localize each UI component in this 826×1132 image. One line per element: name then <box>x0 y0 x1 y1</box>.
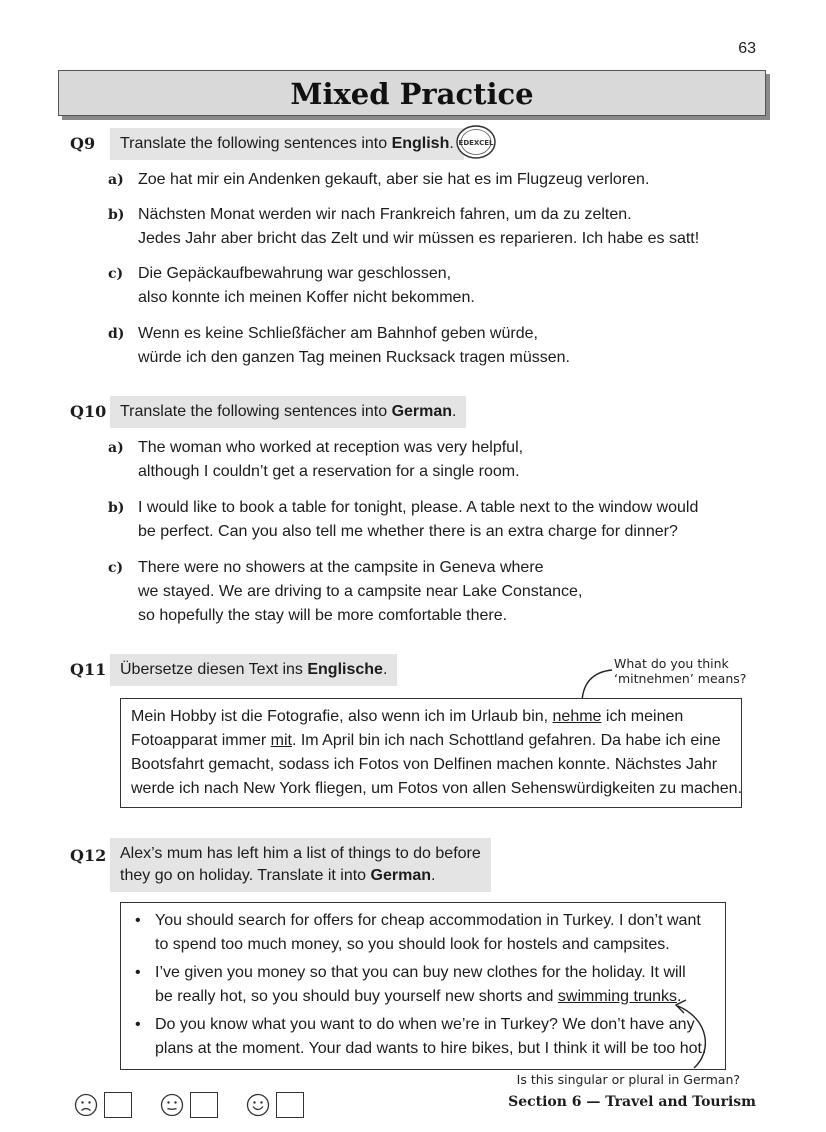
q11-hint-note: What do you think ‘mitnehmen’ means? <box>614 656 747 686</box>
happy-tick-box[interactable] <box>276 1092 304 1118</box>
q12-hint-arrow-icon <box>664 996 724 1072</box>
q12-hint-note: Is this singular or plural in German? <box>516 1072 740 1087</box>
q10-number: Q10 <box>70 402 107 421</box>
neutral-face-icon <box>160 1093 184 1117</box>
q12-number: Q12 <box>70 846 107 865</box>
q11-number: Q11 <box>70 660 107 679</box>
edexcel-stamp-icon <box>455 124 497 160</box>
neutral-tick-box[interactable] <box>190 1092 218 1118</box>
section-title: Section 6 — Travel and Tourism <box>508 1094 756 1110</box>
q9-number: Q9 <box>70 134 96 153</box>
page-title: Mixed Practice <box>290 77 534 111</box>
list-item: • I’ve given you money so that you can buy new clothes for the holiday. It will be really hot, so you should buy yourself new shorts and swimming trunks. <box>135 964 686 1005</box>
q9-item-c: c) Die Gepäckaufbewahrung war geschlossen, also konnte ich meinen Koffer nicht bekommen. <box>108 265 475 306</box>
q10-item-a: a) The woman who worked at reception was very helpful, although I couldn’t get a reservation for a single room. <box>108 439 524 480</box>
q9-item-d: d) Wenn es keine Schließfächer am Bahnhof geben würde, würde ich den ganzen Tag meinen Rucksack tragen müssen. <box>108 325 570 366</box>
sad-tick-box[interactable] <box>104 1092 132 1118</box>
q10-item-b: b) I would like to book a table for tonight, please. A table next to the window would be perfect. Can you also tell me whether there is an extra charge for dinner? <box>108 499 699 540</box>
q10-item-c: c) There were no showers at the campsite in Geneva where we stayed. We are driving to a campsite near Lake Constance, so hopefully the stay will be more comfortable there. <box>108 559 583 624</box>
title-bar <box>58 70 766 116</box>
q11-prompt: Übersetze diesen Text ins Englische. <box>110 654 397 686</box>
q9-item-a: a) Zoe hat mir ein Andenken gekauft, aber sie hat es im Flugzeug verloren. <box>108 171 650 188</box>
q9-item-b: b) Nächsten Monat werden wir nach Frankreich fahren, um da zu zelten. Jedes Jahr aber bricht das Zelt und wir müssen es reparieren. Ich habe es satt! <box>108 206 700 247</box>
list-item: • Do you know what you want to do when we’re in Turkey? We don’t have any plans at the moment. Your dad wants to hire bikes, but I think it will be too hot. <box>135 1016 707 1057</box>
list-item: • You should search for offers for cheap accommodation in Turkey. I don’t want to spend too much money, so you should look for hostels and campsites. <box>135 912 701 953</box>
q11-text-box: Mein Hobby ist die Fotografie, also wenn ich im Urlaub bin, nehme ich meinen Fotoapparat immer mit. Im April bin ich nach Schottland gefahren. Da habe ich eine Bootsfahrt gemacht, sodass ich Fotos von Delfinen machen konnte. Nächstes Jahr werde ich nach New York fliegen, um Fotos von allen Sehenswürdigkeiten zu machen. <box>120 698 742 808</box>
q9-prompt: Translate the following sentences into English. <box>110 128 464 160</box>
underlined-swimming-trunks: swimming trunks <box>557 988 678 1005</box>
underlined-mit: mit <box>270 732 292 749</box>
happy-face-icon <box>246 1093 270 1117</box>
q10-prompt: Translate the following sentences into German. <box>110 396 466 428</box>
page-number: 63 <box>738 40 756 57</box>
q12-prompt: Alex’s mum has left him a list of things to do before they go on holiday. Translate it into German. <box>110 838 491 892</box>
q12-list-box <box>120 902 726 1070</box>
sad-face-icon <box>74 1093 98 1117</box>
underlined-nehme: nehme <box>552 708 602 725</box>
svg-text:EDEXCEL: EDEXCEL <box>458 139 494 147</box>
